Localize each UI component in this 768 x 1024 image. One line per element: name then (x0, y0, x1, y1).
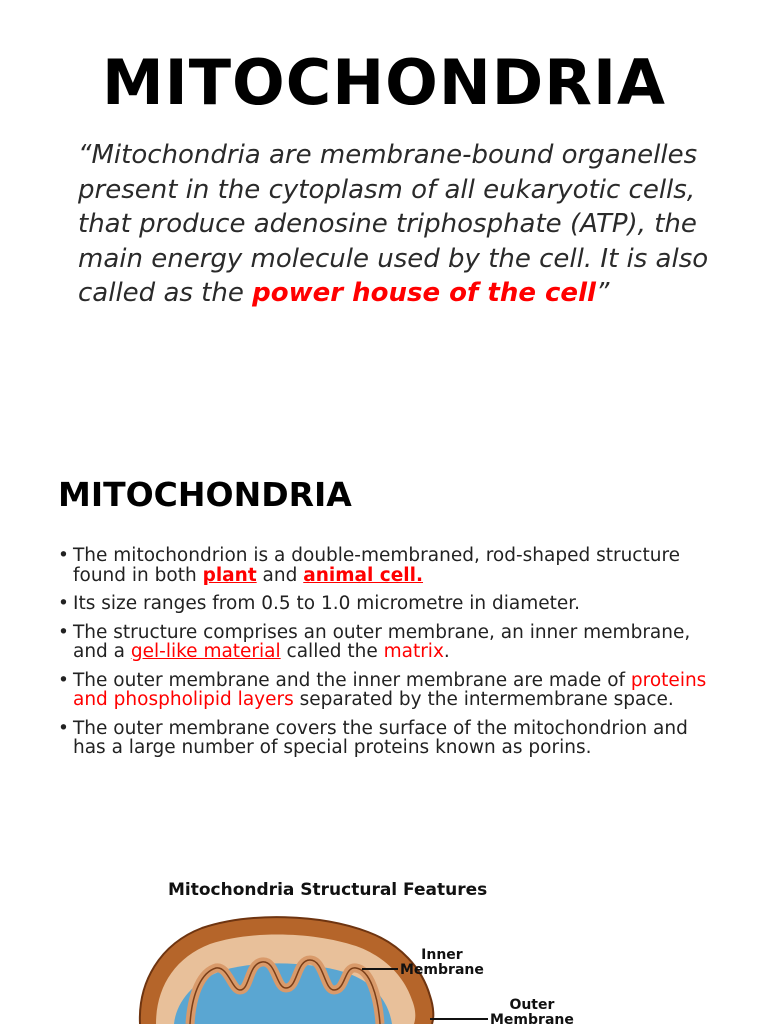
list-item (58, 594, 718, 614)
page-title: MITOCHONDRIA (101, 46, 666, 119)
term-matrix: matrix (383, 641, 444, 662)
bullet-text: The mitochondrion is a double-membraned, rod-shaped structure found in both (73, 545, 681, 586)
bullet-text: and (256, 564, 304, 586)
bullet-dot: • (58, 593, 69, 614)
bullet-text: The structure comprises an outer membrane, an inner membrane, and a (73, 621, 691, 662)
bullet-text: The outer membrane covers the surface of the mitochondrion and has a large number of special proteins known as porins. (73, 717, 688, 758)
mitochondria-figure (130, 872, 610, 1024)
label-outer-membrane: Outer Membrane (490, 997, 574, 1024)
definition-quote (78, 138, 738, 311)
bullet-text: separated by the intermembrane space. (293, 689, 674, 710)
definition-closing-quote: ” (595, 278, 610, 308)
section-heading: MITOCHONDRIA (58, 475, 352, 514)
link-plant[interactable]: plant (202, 564, 257, 586)
list-item (58, 719, 718, 758)
bullet-dot: • (58, 545, 69, 566)
bullet-text: The outer membrane and the inner membrane are made of (73, 669, 631, 691)
bullet-text: called the (280, 641, 384, 662)
figure-title: Mitochondria Structural Features (168, 880, 488, 900)
bullet-dot: • (58, 717, 69, 739)
bullet-text: Its size ranges from 0.5 to 1.0 micrometre in diameter. (73, 593, 581, 614)
pointer-inner-membrane (362, 968, 398, 970)
definition-highlight: power house of the cell (252, 278, 596, 308)
term-proteins-phospholipid: proteins and phospholipid layers (73, 669, 707, 710)
link-animal-cell[interactable]: animal cell. (303, 564, 424, 586)
bullet-dot: • (58, 621, 69, 643)
bullet-list (58, 546, 718, 767)
list-item (58, 623, 718, 662)
definition-text: “Mitochondria are membrane-bound organelles present in the cytoplasm of all eukaryotic cells, that produce adenosine triphosphate (ATP), the main energy molecule used by the cell. It is also called as the (78, 140, 709, 308)
bullet-text: . (443, 641, 450, 662)
list-item (58, 671, 718, 710)
list-item (58, 546, 718, 585)
pointer-outer-membrane (430, 1018, 488, 1020)
link-gel-like-material[interactable]: gel-like material (130, 641, 281, 662)
label-inner-membrane: Inner Membrane (400, 947, 484, 978)
bullet-dot: • (58, 669, 69, 691)
